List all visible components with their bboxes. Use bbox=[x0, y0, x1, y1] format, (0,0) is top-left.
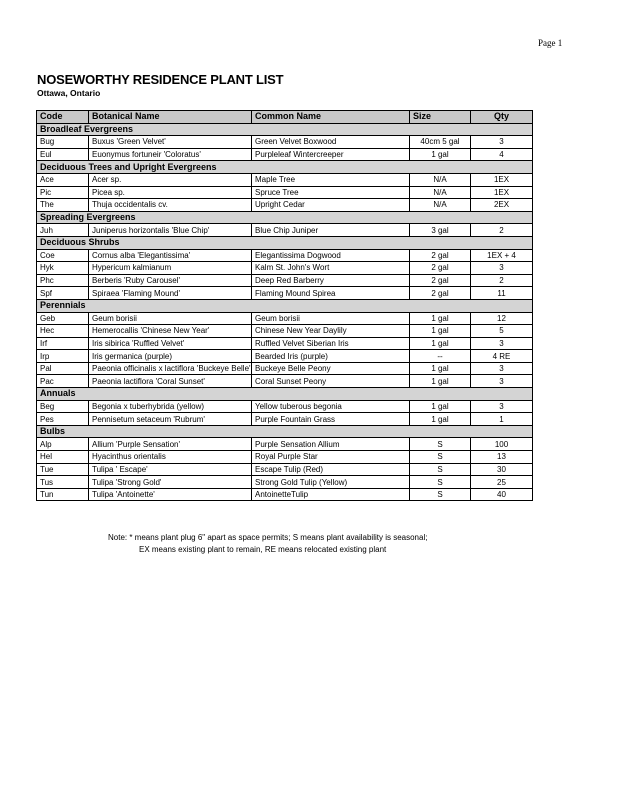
common-name-cell: Deep Red Barberry bbox=[252, 274, 410, 287]
code-cell: Hel bbox=[37, 451, 89, 464]
common-name-cell: Purple Fountain Grass bbox=[252, 413, 410, 426]
size-cell: 1 gal bbox=[410, 337, 471, 350]
botanical-name-cell: Berberis 'Ruby Carousel' bbox=[89, 274, 252, 287]
botanical-name-cell: Iris sibirica 'Ruffled Velvet' bbox=[89, 337, 252, 350]
common-name-cell: AntoinetteTulip bbox=[252, 488, 410, 501]
page-number: Page 1 bbox=[538, 38, 563, 48]
table-row bbox=[37, 287, 533, 300]
qty-cell: 2 bbox=[471, 224, 533, 237]
botanical-name-cell: Tulipa 'Strong Gold' bbox=[89, 476, 252, 489]
column-header-size: Size bbox=[410, 111, 471, 124]
common-name-cell: Blue Chip Juniper bbox=[252, 224, 410, 237]
section-spacer bbox=[252, 236, 533, 249]
footnote-line-2: EX means existing plant to remain, RE means relocated existing plant bbox=[139, 545, 387, 554]
common-name-cell: Royal Purple Star bbox=[252, 451, 410, 464]
code-cell: Alp bbox=[37, 438, 89, 451]
column-header-code: Code bbox=[37, 111, 89, 124]
botanical-name-cell: Paeonia officinalis x lactiflora 'Buckeye Belle' bbox=[89, 362, 252, 375]
table-row bbox=[37, 325, 533, 338]
table-row bbox=[37, 148, 533, 161]
size-cell: N/A bbox=[410, 186, 471, 199]
botanical-name-cell: Tulipa ' Escape' bbox=[89, 463, 252, 476]
section-spacer bbox=[252, 388, 533, 401]
qty-cell: 1EX bbox=[471, 173, 533, 186]
size-cell: -- bbox=[410, 350, 471, 363]
section-heading: Deciduous Shrubs bbox=[37, 236, 252, 249]
botanical-name-cell: Tulipa 'Antoinette' bbox=[89, 488, 252, 501]
size-cell: S bbox=[410, 438, 471, 451]
qty-cell: 100 bbox=[471, 438, 533, 451]
section-spacer bbox=[252, 299, 533, 312]
plant-list-table bbox=[36, 110, 533, 501]
common-name-cell: Escape Tulip (Red) bbox=[252, 463, 410, 476]
code-cell: Juh bbox=[37, 224, 89, 237]
table-row bbox=[37, 224, 533, 237]
common-name-cell: Green Velvet Boxwood bbox=[252, 136, 410, 149]
botanical-name-cell: Euonymus fortuneir 'Coloratus' bbox=[89, 148, 252, 161]
common-name-cell: Spruce Tree bbox=[252, 186, 410, 199]
size-cell: 1 gal bbox=[410, 413, 471, 426]
table-row bbox=[37, 249, 533, 262]
table-row bbox=[37, 451, 533, 464]
common-name-cell: Chinese New Year Daylily bbox=[252, 325, 410, 338]
qty-cell: 3 bbox=[471, 400, 533, 413]
common-name-cell: Upright Cedar bbox=[252, 199, 410, 212]
table-row bbox=[37, 463, 533, 476]
section-heading: Annuals bbox=[37, 388, 252, 401]
botanical-name-cell: Begonia x tuberhybrida (yellow) bbox=[89, 400, 252, 413]
qty-cell: 25 bbox=[471, 476, 533, 489]
qty-cell: 3 bbox=[471, 262, 533, 275]
section-heading: Perennials bbox=[37, 299, 252, 312]
code-cell: Irp bbox=[37, 350, 89, 363]
common-name-cell: Coral Sunset Peony bbox=[252, 375, 410, 388]
section-heading: Deciduous Trees and Upright Evergreens bbox=[37, 161, 252, 174]
botanical-name-cell: Paeonia lactiflora 'Coral Sunset' bbox=[89, 375, 252, 388]
common-name-cell: Kalm St. John's Wort bbox=[252, 262, 410, 275]
table-row bbox=[37, 312, 533, 325]
botanical-name-cell: Iris germanica (purple) bbox=[89, 350, 252, 363]
table-header-row bbox=[37, 111, 533, 124]
code-cell: Eul bbox=[37, 148, 89, 161]
code-cell: Pal bbox=[37, 362, 89, 375]
code-cell: Geb bbox=[37, 312, 89, 325]
qty-cell: 12 bbox=[471, 312, 533, 325]
size-cell: 1 gal bbox=[410, 362, 471, 375]
size-cell: 3 gal bbox=[410, 224, 471, 237]
common-name-cell: Geum borisii bbox=[252, 312, 410, 325]
document-title: NOSEWORTHY RESIDENCE PLANT LIST bbox=[37, 72, 284, 87]
size-cell: 1 gal bbox=[410, 325, 471, 338]
section-row bbox=[37, 388, 533, 401]
footnote bbox=[108, 532, 427, 556]
common-name-cell: Purple Sensation Allium bbox=[252, 438, 410, 451]
table-row bbox=[37, 186, 533, 199]
table-row bbox=[37, 375, 533, 388]
botanical-name-cell: Allium 'Purple Sensation' bbox=[89, 438, 252, 451]
qty-cell: 4 RE bbox=[471, 350, 533, 363]
section-row bbox=[37, 123, 533, 136]
size-cell: 2 gal bbox=[410, 274, 471, 287]
qty-cell: 1 bbox=[471, 413, 533, 426]
botanical-name-cell: Picea sp. bbox=[89, 186, 252, 199]
section-heading: Broadleaf Evergreens bbox=[37, 123, 252, 136]
size-cell: 1 gal bbox=[410, 312, 471, 325]
botanical-name-cell: Thuja occidentalis cv. bbox=[89, 199, 252, 212]
code-cell: Hyk bbox=[37, 262, 89, 275]
common-name-cell: Bearded Iris (purple) bbox=[252, 350, 410, 363]
footnote-line-1: Note: * means plant plug 6" apart as space permits; S means plant availability is seasonal; bbox=[108, 533, 428, 542]
size-cell: 1 gal bbox=[410, 400, 471, 413]
section-spacer bbox=[252, 211, 533, 224]
size-cell: 2 gal bbox=[410, 287, 471, 300]
qty-cell: 13 bbox=[471, 451, 533, 464]
code-cell: Beg bbox=[37, 400, 89, 413]
table-row bbox=[37, 438, 533, 451]
size-cell: 1 gal bbox=[410, 375, 471, 388]
code-cell: Hec bbox=[37, 325, 89, 338]
qty-cell: 2EX bbox=[471, 199, 533, 212]
qty-cell: 3 bbox=[471, 136, 533, 149]
code-cell: Tun bbox=[37, 488, 89, 501]
section-row bbox=[37, 211, 533, 224]
qty-cell: 3 bbox=[471, 362, 533, 375]
botanical-name-cell: Hemerocallis 'Chinese New Year' bbox=[89, 325, 252, 338]
common-name-cell: Ruffled Velvet Siberian Iris bbox=[252, 337, 410, 350]
section-heading: Spreading Evergreens bbox=[37, 211, 252, 224]
qty-cell: 2 bbox=[471, 274, 533, 287]
size-cell: 40cm 5 gal bbox=[410, 136, 471, 149]
document-subtitle: Ottawa, Ontario bbox=[37, 88, 101, 98]
size-cell: 2 gal bbox=[410, 249, 471, 262]
column-header-qty: Qty bbox=[471, 111, 533, 124]
code-cell: Pic bbox=[37, 186, 89, 199]
table-row bbox=[37, 488, 533, 501]
qty-cell: 11 bbox=[471, 287, 533, 300]
table-row bbox=[37, 400, 533, 413]
botanical-name-cell: Hyacinthus orientalis bbox=[89, 451, 252, 464]
table-row bbox=[37, 274, 533, 287]
qty-cell: 3 bbox=[471, 337, 533, 350]
qty-cell: 3 bbox=[471, 375, 533, 388]
qty-cell: 30 bbox=[471, 463, 533, 476]
code-cell: Coe bbox=[37, 249, 89, 262]
table-row bbox=[37, 173, 533, 186]
column-header-botanical-name: Botanical Name bbox=[89, 111, 252, 124]
table-row bbox=[37, 262, 533, 275]
botanical-name-cell: Hypericum kalmianum bbox=[89, 262, 252, 275]
botanical-name-cell: Juniperus horizontalis 'Blue Chip' bbox=[89, 224, 252, 237]
code-cell: Pac bbox=[37, 375, 89, 388]
common-name-cell: Yellow tuberous begonia bbox=[252, 400, 410, 413]
code-cell: Ace bbox=[37, 173, 89, 186]
code-cell: Spf bbox=[37, 287, 89, 300]
table-row bbox=[37, 337, 533, 350]
table-row bbox=[37, 199, 533, 212]
common-name-cell: Elegantissima Dogwood bbox=[252, 249, 410, 262]
code-cell: Bug bbox=[37, 136, 89, 149]
size-cell: N/A bbox=[410, 173, 471, 186]
botanical-name-cell: Spiraea 'Flaming Mound' bbox=[89, 287, 252, 300]
common-name-cell: Maple Tree bbox=[252, 173, 410, 186]
section-spacer bbox=[252, 425, 533, 438]
section-row bbox=[37, 425, 533, 438]
botanical-name-cell: Pennisetum setaceum 'Rubrum' bbox=[89, 413, 252, 426]
botanical-name-cell: Cornus alba 'Elegantissima' bbox=[89, 249, 252, 262]
botanical-name-cell: Acer sp. bbox=[89, 173, 252, 186]
common-name-cell: Flaming Mound Spirea bbox=[252, 287, 410, 300]
section-spacer bbox=[252, 123, 533, 136]
section-spacer bbox=[252, 161, 533, 174]
qty-cell: 4 bbox=[471, 148, 533, 161]
section-heading: Bulbs bbox=[37, 425, 252, 438]
qty-cell: 5 bbox=[471, 325, 533, 338]
qty-cell: 40 bbox=[471, 488, 533, 501]
column-header-common-name: Common Name bbox=[252, 111, 410, 124]
size-cell: S bbox=[410, 451, 471, 464]
code-cell: Tus bbox=[37, 476, 89, 489]
botanical-name-cell: Buxus 'Green Velvet' bbox=[89, 136, 252, 149]
qty-cell: 1EX + 4 bbox=[471, 249, 533, 262]
common-name-cell: Purpleleaf Wintercreeper bbox=[252, 148, 410, 161]
table-row bbox=[37, 362, 533, 375]
size-cell: S bbox=[410, 463, 471, 476]
code-cell: The bbox=[37, 199, 89, 212]
size-cell: S bbox=[410, 488, 471, 501]
botanical-name-cell: Geum borisii bbox=[89, 312, 252, 325]
size-cell: 2 gal bbox=[410, 262, 471, 275]
size-cell: S bbox=[410, 476, 471, 489]
table-row bbox=[37, 476, 533, 489]
section-row bbox=[37, 161, 533, 174]
code-cell: Tue bbox=[37, 463, 89, 476]
section-row bbox=[37, 299, 533, 312]
table-row bbox=[37, 350, 533, 363]
code-cell: Irf bbox=[37, 337, 89, 350]
code-cell: Pes bbox=[37, 413, 89, 426]
section-row bbox=[37, 236, 533, 249]
size-cell: N/A bbox=[410, 199, 471, 212]
table-row bbox=[37, 413, 533, 426]
code-cell: Phc bbox=[37, 274, 89, 287]
size-cell: 1 gal bbox=[410, 148, 471, 161]
table-row bbox=[37, 136, 533, 149]
qty-cell: 1EX bbox=[471, 186, 533, 199]
common-name-cell: Buckeye Belle Peony bbox=[252, 362, 410, 375]
common-name-cell: Strong Gold Tulip (Yellow) bbox=[252, 476, 410, 489]
table-body bbox=[37, 123, 533, 501]
